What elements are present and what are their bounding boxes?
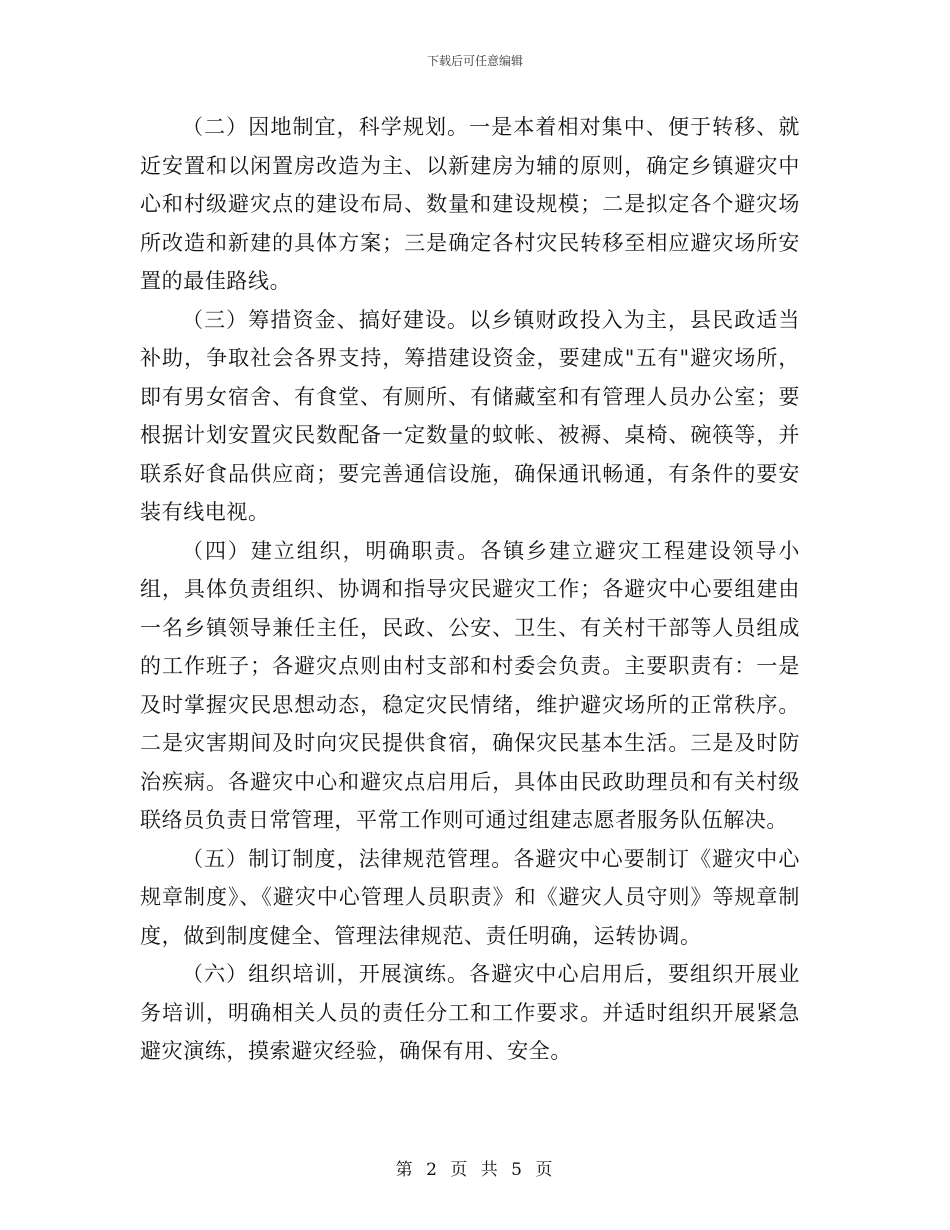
paragraph-4: （四）建立组织，明确职责。各镇乡建立避灾工程建设领导小组，具体负责组织、协调和指导灾民避灾工作；各避灾中心要组建由一名乡镇领导兼任主任，民政、公安、卫生、有关村干部等人员组成的工作班子；各避灾点则由村支部和村委会负责。主要职责有：一是及时掌握灾民思想动态，稳定灾民情绪，维护避灾场所的正常秩序。二是灾害期间及时向灾民提供食宿，确保灾民基本生活。三是及时防治疾病。各避灾中心和避灾点启用后，具体由民政助理员和有关村级联络员负责日常管理，平常工作则可通过组建志愿者服务队伍解决。 — [140, 538, 800, 832]
document-body — [140, 108, 800, 1071]
paragraph-5: （五）制订制度，法律规范管理。各避灾中心要制订《避灾中心规章制度》、《避灾中心管理人员职责》和《避灾人员守则》等规章制度，做到制度健全、管理法律规范、责任明确，运转协调。 — [140, 846, 800, 948]
footer-page-word: 页 — [450, 1160, 470, 1180]
footer-total-pages: 5 — [511, 1160, 524, 1180]
footer-total-word: 共 — [480, 1160, 500, 1180]
paragraph-6: （六）组织培训，开展演练。各避灾中心启用后，要组织开展业务培训，明确相关人员的责任分工和工作要求。并适时组织开展紧急避灾演练，摸索避灾经验，确保有用、安全。 — [140, 962, 800, 1063]
paragraph-3: （三）筹措资金、搞好建设。以乡镇财政投入为主，县民政适当补助，争取社会各界支持，筹措建设资金，要建成"五有"避灾场所，即有男女宿舍、有食堂、有厕所、有储藏室和有管理人员办公室；要根据计划安置灾民数配备一定数量的蚊帐、被褥、桌椅、碗筷等，并联系好食品供应商；要完善通信设施，确保通讯畅通，有条件的要安装有线电视。 — [140, 307, 800, 524]
footer-current-page: 2 — [426, 1160, 439, 1180]
page-footer — [0, 1155, 950, 1180]
footer-prefix: 第 — [395, 1160, 415, 1180]
paragraph-2: （二）因地制宜，科学规划。一是本着相对集中、便于转移、就近安置和以闲置房改造为主、以新建房为辅的原则，确定乡镇避灾中心和村级避灾点的建设布局、数量和建设规模；二是拟定各个避灾场所改造和新建的具体方案；三是确定各村灾民转移至相应避灾场所安置的最佳路线。 — [140, 115, 800, 293]
header-note: 下载后可任意编辑 — [426, 54, 523, 68]
footer-suffix: 页 — [535, 1160, 555, 1180]
